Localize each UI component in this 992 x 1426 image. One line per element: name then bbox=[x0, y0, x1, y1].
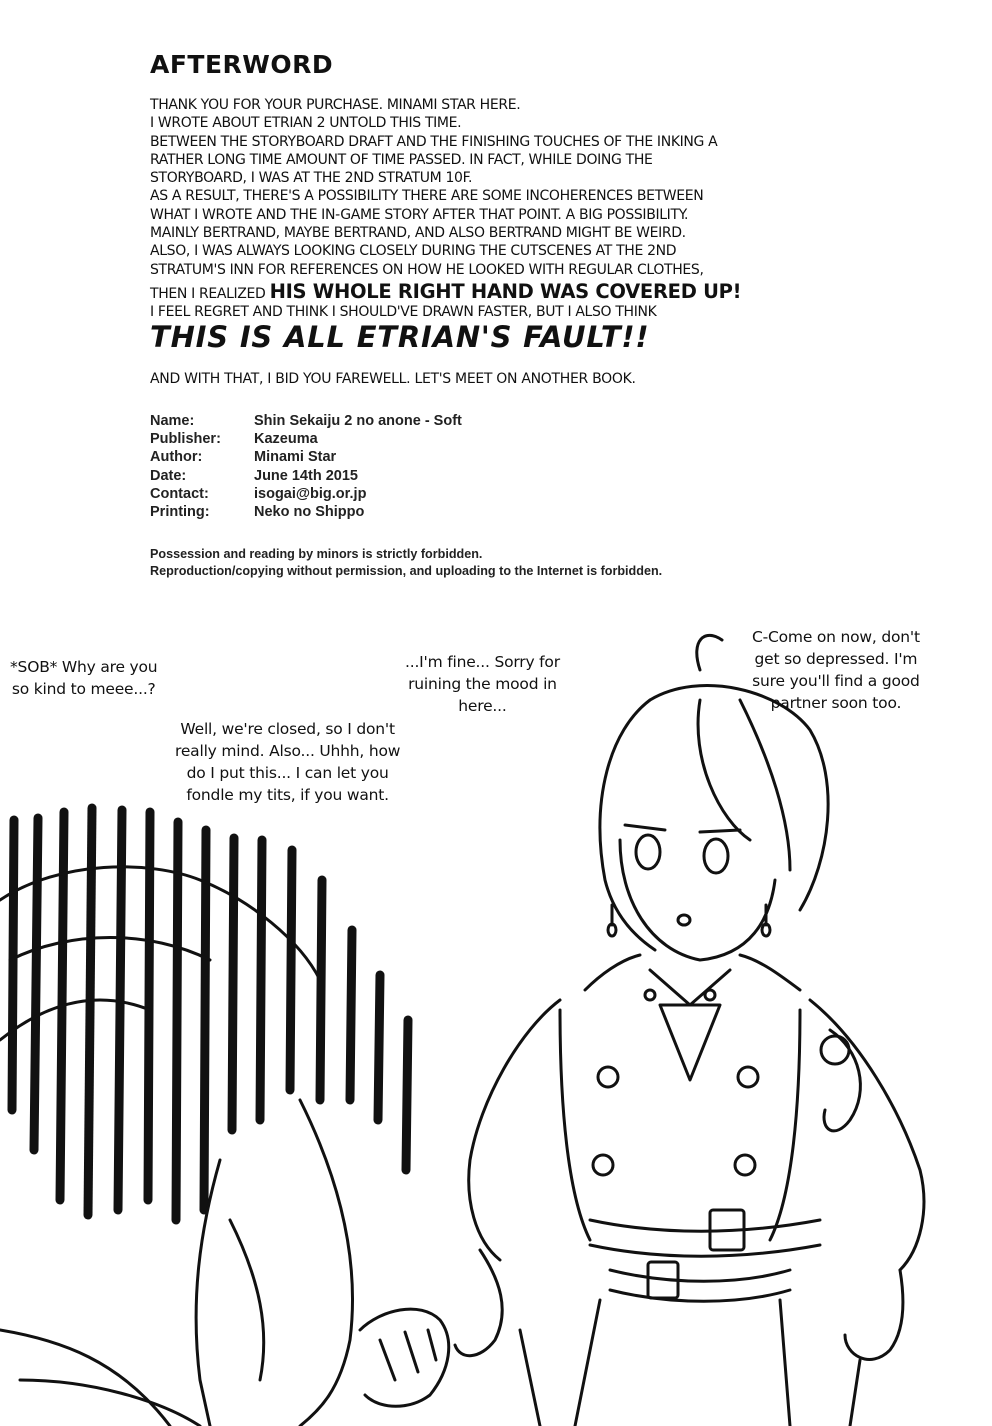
colophon-row bbox=[150, 485, 462, 503]
afterword-line: STRATUM'S INN FOR REFERENCES ON HOW HE LOOKED WITH REGULAR CLOTHES, bbox=[150, 261, 704, 278]
colophon-label: Author: bbox=[150, 449, 203, 466]
bubble-line: C-Come on now, don't bbox=[752, 628, 920, 646]
colophon-value: Kazeuma bbox=[254, 431, 318, 448]
colophon-label: Publisher: bbox=[150, 431, 221, 448]
colophon-table bbox=[150, 412, 462, 521]
bubble-line: sure you'll find a good bbox=[752, 672, 920, 690]
bubble-line: *SOB* Why are you bbox=[10, 658, 158, 676]
afterword-line: WHAT I WROTE AND THE IN-GAME STORY AFTER THAT POINT. A BIG POSSIBILITY. bbox=[150, 206, 689, 223]
colophon-value: Minami Star bbox=[254, 449, 337, 466]
afterword-line: I FEEL REGRET AND THINK I SHOULD'VE DRAWN FASTER, BUT I ALSO THINK bbox=[150, 304, 657, 321]
afterword-line: I WROTE ABOUT ETRIAN 2 UNTOLD THIS TIME. bbox=[150, 115, 462, 132]
afterword-title: AFTERWORD bbox=[150, 50, 334, 79]
colophon-row bbox=[150, 503, 462, 521]
bubble-line: ruining the mood in bbox=[408, 675, 557, 693]
colophon-value: June 14th 2015 bbox=[254, 467, 358, 484]
afterword-line: BETWEEN THE STORYBOARD DRAFT AND THE FINISHING TOUCHES OF THE INKING A bbox=[150, 133, 718, 150]
etrian-fault-headline: THIS IS ALL ETRIAN'S FAULT!! bbox=[150, 320, 650, 354]
colophon-label: Name: bbox=[150, 413, 195, 429]
character-right bbox=[455, 635, 924, 1426]
colophon-value: Shin Sekaiju 2 no anone - Soft bbox=[254, 413, 462, 429]
colophon-row bbox=[150, 412, 462, 430]
bubble-line: really mind. Also... Uhhh, how bbox=[175, 742, 401, 760]
colophon-label: Date: bbox=[150, 467, 187, 484]
afterword-line: THANK YOU FOR YOUR PURCHASE. MINAMI STAR HERE. bbox=[150, 97, 521, 113]
colophon-row bbox=[150, 430, 462, 448]
sob-speech-bubble bbox=[10, 656, 157, 700]
farewell-line: AND WITH THAT, I BID YOU FAREWELL. LET'S MEET ON ANOTHER BOOK. bbox=[150, 371, 636, 387]
colophon-value: isogai@big.or.jp bbox=[254, 485, 367, 502]
bubble-line: do I put this... I can let you bbox=[186, 764, 389, 782]
bubble-line: here... bbox=[458, 697, 507, 715]
colophon-row bbox=[150, 467, 462, 485]
bubble-line: so kind to meee...? bbox=[11, 680, 156, 698]
bubble-line: partner soon too. bbox=[770, 694, 902, 712]
afterword-realized-line bbox=[150, 279, 790, 303]
realized-emphasis: HIS WHOLE RIGHT HAND WAS COVERED UP! bbox=[269, 279, 742, 303]
afterword-line: ALSO, I WAS ALWAYS LOOKING CLOSELY DURING THE CUTSCENES AT THE 2ND bbox=[150, 243, 677, 260]
afterword-line: AS A RESULT, THERE'S A POSSIBILITY THERE ARE SOME INCOHERENCES BETWEEN bbox=[150, 188, 704, 205]
comfort-speech-bubble bbox=[752, 626, 920, 714]
notice-line: Reproduction/copying without permission, and uploading to the Internet is forbidden. bbox=[150, 563, 663, 578]
fine-speech-bubble bbox=[405, 651, 560, 717]
censor-bars bbox=[12, 808, 408, 1220]
colophon-label: Printing: bbox=[150, 503, 210, 520]
colophon-value: Neko no Shippo bbox=[254, 503, 365, 520]
bubble-line: Well, we're closed, so I don't bbox=[180, 720, 395, 738]
closed-speech-bubble bbox=[175, 718, 400, 806]
afterword-line: MAINLY BERTRAND, MAYBE BERTRAND, AND ALSO BERTRAND MIGHT BE WEIRD. bbox=[150, 225, 686, 242]
bubble-line: get so depressed. I'm bbox=[754, 650, 918, 668]
colophon-label: Contact: bbox=[150, 485, 209, 502]
realized-prefix: THEN I REALIZED bbox=[150, 285, 270, 302]
legal-notice bbox=[150, 546, 662, 579]
afterword-body bbox=[150, 96, 790, 322]
bubble-line: fondle my tits, if you want. bbox=[186, 786, 389, 804]
bubble-line: ...I'm fine... Sorry for bbox=[405, 653, 560, 671]
notice-line: Possession and reading by minors is strictly forbidden. bbox=[150, 547, 483, 561]
colophon-row bbox=[150, 448, 462, 466]
afterword-line: RATHER LONG TIME AMOUNT OF TIME PASSED. IN FACT, WHILE DOING THE bbox=[150, 151, 653, 168]
manga-illustration bbox=[0, 600, 992, 1426]
afterword-line: STORYBOARD, I WAS AT THE 2ND STRATUM 10F. bbox=[150, 170, 473, 187]
